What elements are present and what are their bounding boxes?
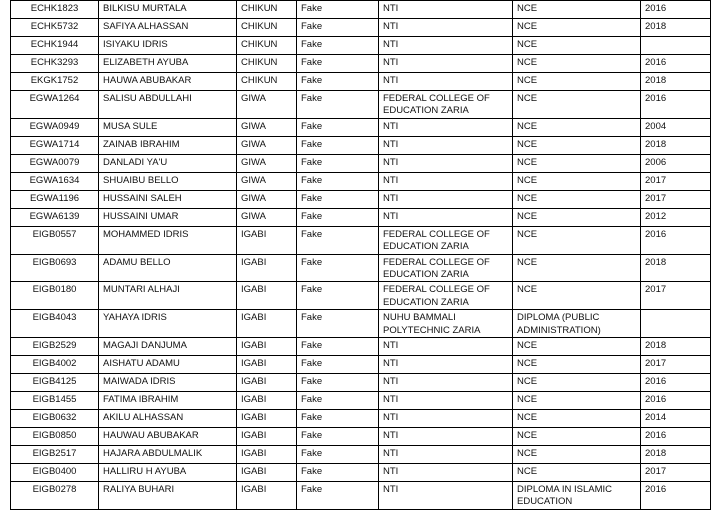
institution-cell: FEDERAL COLLEGE OF EDUCATION ZARIA <box>379 226 513 254</box>
record-id-cell: EGWA1634 <box>11 172 99 190</box>
year-cell: 2016 <box>641 91 711 119</box>
table-row <box>11 73 711 91</box>
institution-cell: NTI <box>379 55 513 73</box>
table-row <box>11 446 711 464</box>
lga-cell: IGABI <box>237 392 297 410</box>
status-cell: Fake <box>297 55 379 73</box>
record-id-cell: EIGB1455 <box>11 392 99 410</box>
lga-cell: GIWA <box>237 136 297 154</box>
qualification-cell: NCE <box>513 338 641 356</box>
year-cell: 2012 <box>641 208 711 226</box>
year-cell: 2018 <box>641 338 711 356</box>
qualification-cell: NCE <box>513 73 641 91</box>
institution-cell: NTI <box>379 208 513 226</box>
record-id-cell: EIGB4125 <box>11 374 99 392</box>
qualification-cell: NCE <box>513 55 641 73</box>
institution-cell: NTI <box>379 190 513 208</box>
record-id-cell: EGWA1196 <box>11 190 99 208</box>
table-row <box>11 91 711 119</box>
qualification-cell: NCE <box>513 356 641 374</box>
institution-cell: NTI <box>379 136 513 154</box>
institution-cell: NTI <box>379 428 513 446</box>
institution-cell: NTI <box>379 464 513 482</box>
status-cell: Fake <box>297 446 379 464</box>
record-id-cell: EIGB2529 <box>11 338 99 356</box>
year-cell: 2016 <box>641 374 711 392</box>
status-cell: Fake <box>297 73 379 91</box>
qualification-cell: NCE <box>513 254 641 282</box>
status-cell: Fake <box>297 190 379 208</box>
institution-cell: NTI <box>379 37 513 55</box>
year-cell: 2018 <box>641 136 711 154</box>
full-name-cell: ISIYAKU IDRIS <box>99 37 237 55</box>
full-name-cell: MAGAJI DANJUMA <box>99 338 237 356</box>
lga-cell: IGABI <box>237 254 297 282</box>
year-cell: 2017 <box>641 172 711 190</box>
lga-cell: IGABI <box>237 374 297 392</box>
full-name-cell: YAHAYA IDRIS <box>99 310 237 338</box>
year-cell: 2016 <box>641 226 711 254</box>
status-cell: Fake <box>297 208 379 226</box>
record-id-cell: EIGB0278 <box>11 482 99 510</box>
table-row <box>11 172 711 190</box>
year-cell <box>641 310 711 338</box>
table-row <box>11 282 711 310</box>
table-row <box>11 338 711 356</box>
qualification-cell: NCE <box>513 282 641 310</box>
institution-cell: NTI <box>379 446 513 464</box>
institution-cell: NTI <box>379 1 513 19</box>
table-row <box>11 190 711 208</box>
lga-cell: IGABI <box>237 338 297 356</box>
full-name-cell: HAJARA ABDULMALIK <box>99 446 237 464</box>
full-name-cell: MUSA SULE <box>99 118 237 136</box>
full-name-cell: SHUAIBU BELLO <box>99 172 237 190</box>
status-cell: Fake <box>297 464 379 482</box>
table-row <box>11 356 711 374</box>
table-row <box>11 19 711 37</box>
institution-cell: FEDERAL COLLEGE OF EDUCATION ZARIA <box>379 254 513 282</box>
table-row <box>11 254 711 282</box>
full-name-cell: AKILU ALHASSAN <box>99 410 237 428</box>
lga-cell: GIWA <box>237 154 297 172</box>
year-cell: 2017 <box>641 356 711 374</box>
qualification-cell: NCE <box>513 190 641 208</box>
record-id-cell: EIGB0557 <box>11 226 99 254</box>
record-id-cell: ECHK1944 <box>11 37 99 55</box>
year-cell: 2017 <box>641 464 711 482</box>
record-id-cell: EKGK1752 <box>11 73 99 91</box>
status-cell: Fake <box>297 392 379 410</box>
table-body <box>11 1 711 510</box>
institution-cell: NTI <box>379 19 513 37</box>
record-id-cell: EIGB0632 <box>11 410 99 428</box>
qualification-cell: NCE <box>513 91 641 119</box>
year-cell: 2016 <box>641 55 711 73</box>
record-id-cell: EGWA1714 <box>11 136 99 154</box>
year-cell: 2016 <box>641 428 711 446</box>
qualification-cell: NCE <box>513 208 641 226</box>
full-name-cell: ELIZABETH AYUBA <box>99 55 237 73</box>
table-row <box>11 226 711 254</box>
institution-cell: NTI <box>379 73 513 91</box>
record-id-cell: EIGB0693 <box>11 254 99 282</box>
record-id-cell: EGWA1264 <box>11 91 99 119</box>
institution-cell: NTI <box>379 356 513 374</box>
lga-cell: IGABI <box>237 282 297 310</box>
record-id-cell: ECHK1823 <box>11 1 99 19</box>
record-id-cell: EIGB0400 <box>11 464 99 482</box>
year-cell <box>641 37 711 55</box>
table-row <box>11 464 711 482</box>
full-name-cell: BILKISU MURTALA <box>99 1 237 19</box>
table-row <box>11 118 711 136</box>
institution-cell: NTI <box>379 374 513 392</box>
status-cell: Fake <box>297 172 379 190</box>
institution-cell: NTI <box>379 154 513 172</box>
record-id-cell: EIGB0850 <box>11 428 99 446</box>
record-id-cell: EGWA0079 <box>11 154 99 172</box>
status-cell: Fake <box>297 410 379 428</box>
institution-cell: NTI <box>379 482 513 510</box>
lga-cell: IGABI <box>237 464 297 482</box>
lga-cell: IGABI <box>237 310 297 338</box>
full-name-cell: MAIWADA IDRIS <box>99 374 237 392</box>
status-cell: Fake <box>297 226 379 254</box>
table-row <box>11 55 711 73</box>
institution-cell: FEDERAL COLLEGE OF EDUCATION ZARIA <box>379 91 513 119</box>
institution-cell: NTI <box>379 338 513 356</box>
full-name-cell: DANLADI YA'U <box>99 154 237 172</box>
full-name-cell: HALLIRU H AYUBA <box>99 464 237 482</box>
lga-cell: IGABI <box>237 410 297 428</box>
record-id-cell: EGWA6139 <box>11 208 99 226</box>
status-cell: Fake <box>297 338 379 356</box>
year-cell: 2016 <box>641 1 711 19</box>
year-cell: 2018 <box>641 446 711 464</box>
lga-cell: CHIKUN <box>237 55 297 73</box>
table-row <box>11 374 711 392</box>
institution-cell: NTI <box>379 172 513 190</box>
status-cell: Fake <box>297 254 379 282</box>
institution-cell: NTI <box>379 410 513 428</box>
qualification-cell: NCE <box>513 392 641 410</box>
status-cell: Fake <box>297 118 379 136</box>
record-id-cell: EIGB4043 <box>11 310 99 338</box>
qualification-cell: NCE <box>513 428 641 446</box>
lga-cell: GIWA <box>237 190 297 208</box>
status-cell: Fake <box>297 1 379 19</box>
qualification-cell: NCE <box>513 1 641 19</box>
lga-cell: IGABI <box>237 226 297 254</box>
table-row <box>11 392 711 410</box>
qualification-cell: NCE <box>513 410 641 428</box>
full-name-cell: HAUWAU ABUBAKAR <box>99 428 237 446</box>
qualification-cell: NCE <box>513 226 641 254</box>
year-cell: 2004 <box>641 118 711 136</box>
year-cell: 2018 <box>641 73 711 91</box>
table-row <box>11 310 711 338</box>
year-cell: 2018 <box>641 254 711 282</box>
lga-cell: GIWA <box>237 118 297 136</box>
year-cell: 2014 <box>641 410 711 428</box>
full-name-cell: HUSSAINI UMAR <box>99 208 237 226</box>
status-cell: Fake <box>297 91 379 119</box>
document-page <box>10 0 710 510</box>
full-name-cell: HUSSAINI SALEH <box>99 190 237 208</box>
status-cell: Fake <box>297 282 379 310</box>
lga-cell: CHIKUN <box>237 19 297 37</box>
record-id-cell: EIGB2517 <box>11 446 99 464</box>
status-cell: Fake <box>297 482 379 510</box>
qualification-cell: DIPLOMA (PUBLIC ADMINISTRATION) <box>513 310 641 338</box>
qualification-cell: NCE <box>513 374 641 392</box>
table-row <box>11 136 711 154</box>
table-row <box>11 482 711 510</box>
record-id-cell: EGWA0949 <box>11 118 99 136</box>
institution-cell: NTI <box>379 392 513 410</box>
full-name-cell: HAUWA ABUBAKAR <box>99 73 237 91</box>
year-cell: 2017 <box>641 190 711 208</box>
qualification-cell: NCE <box>513 154 641 172</box>
full-name-cell: RALIYA BUHARI <box>99 482 237 510</box>
table-row <box>11 154 711 172</box>
record-id-cell: ECHK5732 <box>11 19 99 37</box>
lga-cell: IGABI <box>237 428 297 446</box>
lga-cell: IGABI <box>237 446 297 464</box>
full-name-cell: MUNTARI ALHAJI <box>99 282 237 310</box>
full-name-cell: SAFIYA ALHASSAN <box>99 19 237 37</box>
lga-cell: IGABI <box>237 482 297 510</box>
status-cell: Fake <box>297 136 379 154</box>
year-cell: 2006 <box>641 154 711 172</box>
lga-cell: CHIKUN <box>237 73 297 91</box>
status-cell: Fake <box>297 154 379 172</box>
record-id-cell: EIGB4002 <box>11 356 99 374</box>
qualification-cell: NCE <box>513 464 641 482</box>
qualification-cell: DIPLOMA IN ISLAMIC EDUCATION <box>513 482 641 510</box>
full-name-cell: AISHATU ADAMU <box>99 356 237 374</box>
table-row <box>11 208 711 226</box>
lga-cell: GIWA <box>237 91 297 119</box>
table-row <box>11 428 711 446</box>
status-cell: Fake <box>297 310 379 338</box>
qualification-cell: NCE <box>513 172 641 190</box>
institution-cell: FEDERAL COLLEGE OF EDUCATION ZARIA <box>379 282 513 310</box>
year-cell: 2016 <box>641 392 711 410</box>
institution-cell: NTI <box>379 118 513 136</box>
qualification-cell: NCE <box>513 446 641 464</box>
institution-cell: NUHU BAMMALI POLYTECHNIC ZARIA <box>379 310 513 338</box>
status-cell: Fake <box>297 356 379 374</box>
qualification-cell: NCE <box>513 37 641 55</box>
qualification-cell: NCE <box>513 118 641 136</box>
record-id-cell: ECHK3293 <box>11 55 99 73</box>
lga-cell: CHIKUN <box>237 37 297 55</box>
lga-cell: IGABI <box>237 356 297 374</box>
table-row <box>11 1 711 19</box>
full-name-cell: ADAMU BELLO <box>99 254 237 282</box>
status-cell: Fake <box>297 428 379 446</box>
status-cell: Fake <box>297 374 379 392</box>
year-cell: 2018 <box>641 19 711 37</box>
year-cell: 2017 <box>641 282 711 310</box>
lga-cell: GIWA <box>237 208 297 226</box>
record-id-cell: EIGB0180 <box>11 282 99 310</box>
qualification-cell: NCE <box>513 136 641 154</box>
table-row <box>11 37 711 55</box>
full-name-cell: FATIMA IBRAHIM <box>99 392 237 410</box>
qualification-cell: NCE <box>513 19 641 37</box>
full-name-cell: MOHAMMED IDRIS <box>99 226 237 254</box>
status-cell: Fake <box>297 19 379 37</box>
table-row <box>11 410 711 428</box>
full-name-cell: ZAINAB IBRAHIM <box>99 136 237 154</box>
lga-cell: CHIKUN <box>237 1 297 19</box>
status-cell: Fake <box>297 37 379 55</box>
lga-cell: GIWA <box>237 172 297 190</box>
full-name-cell: SALISU ABDULLAHI <box>99 91 237 119</box>
year-cell: 2016 <box>641 482 711 510</box>
records-table <box>10 0 711 510</box>
